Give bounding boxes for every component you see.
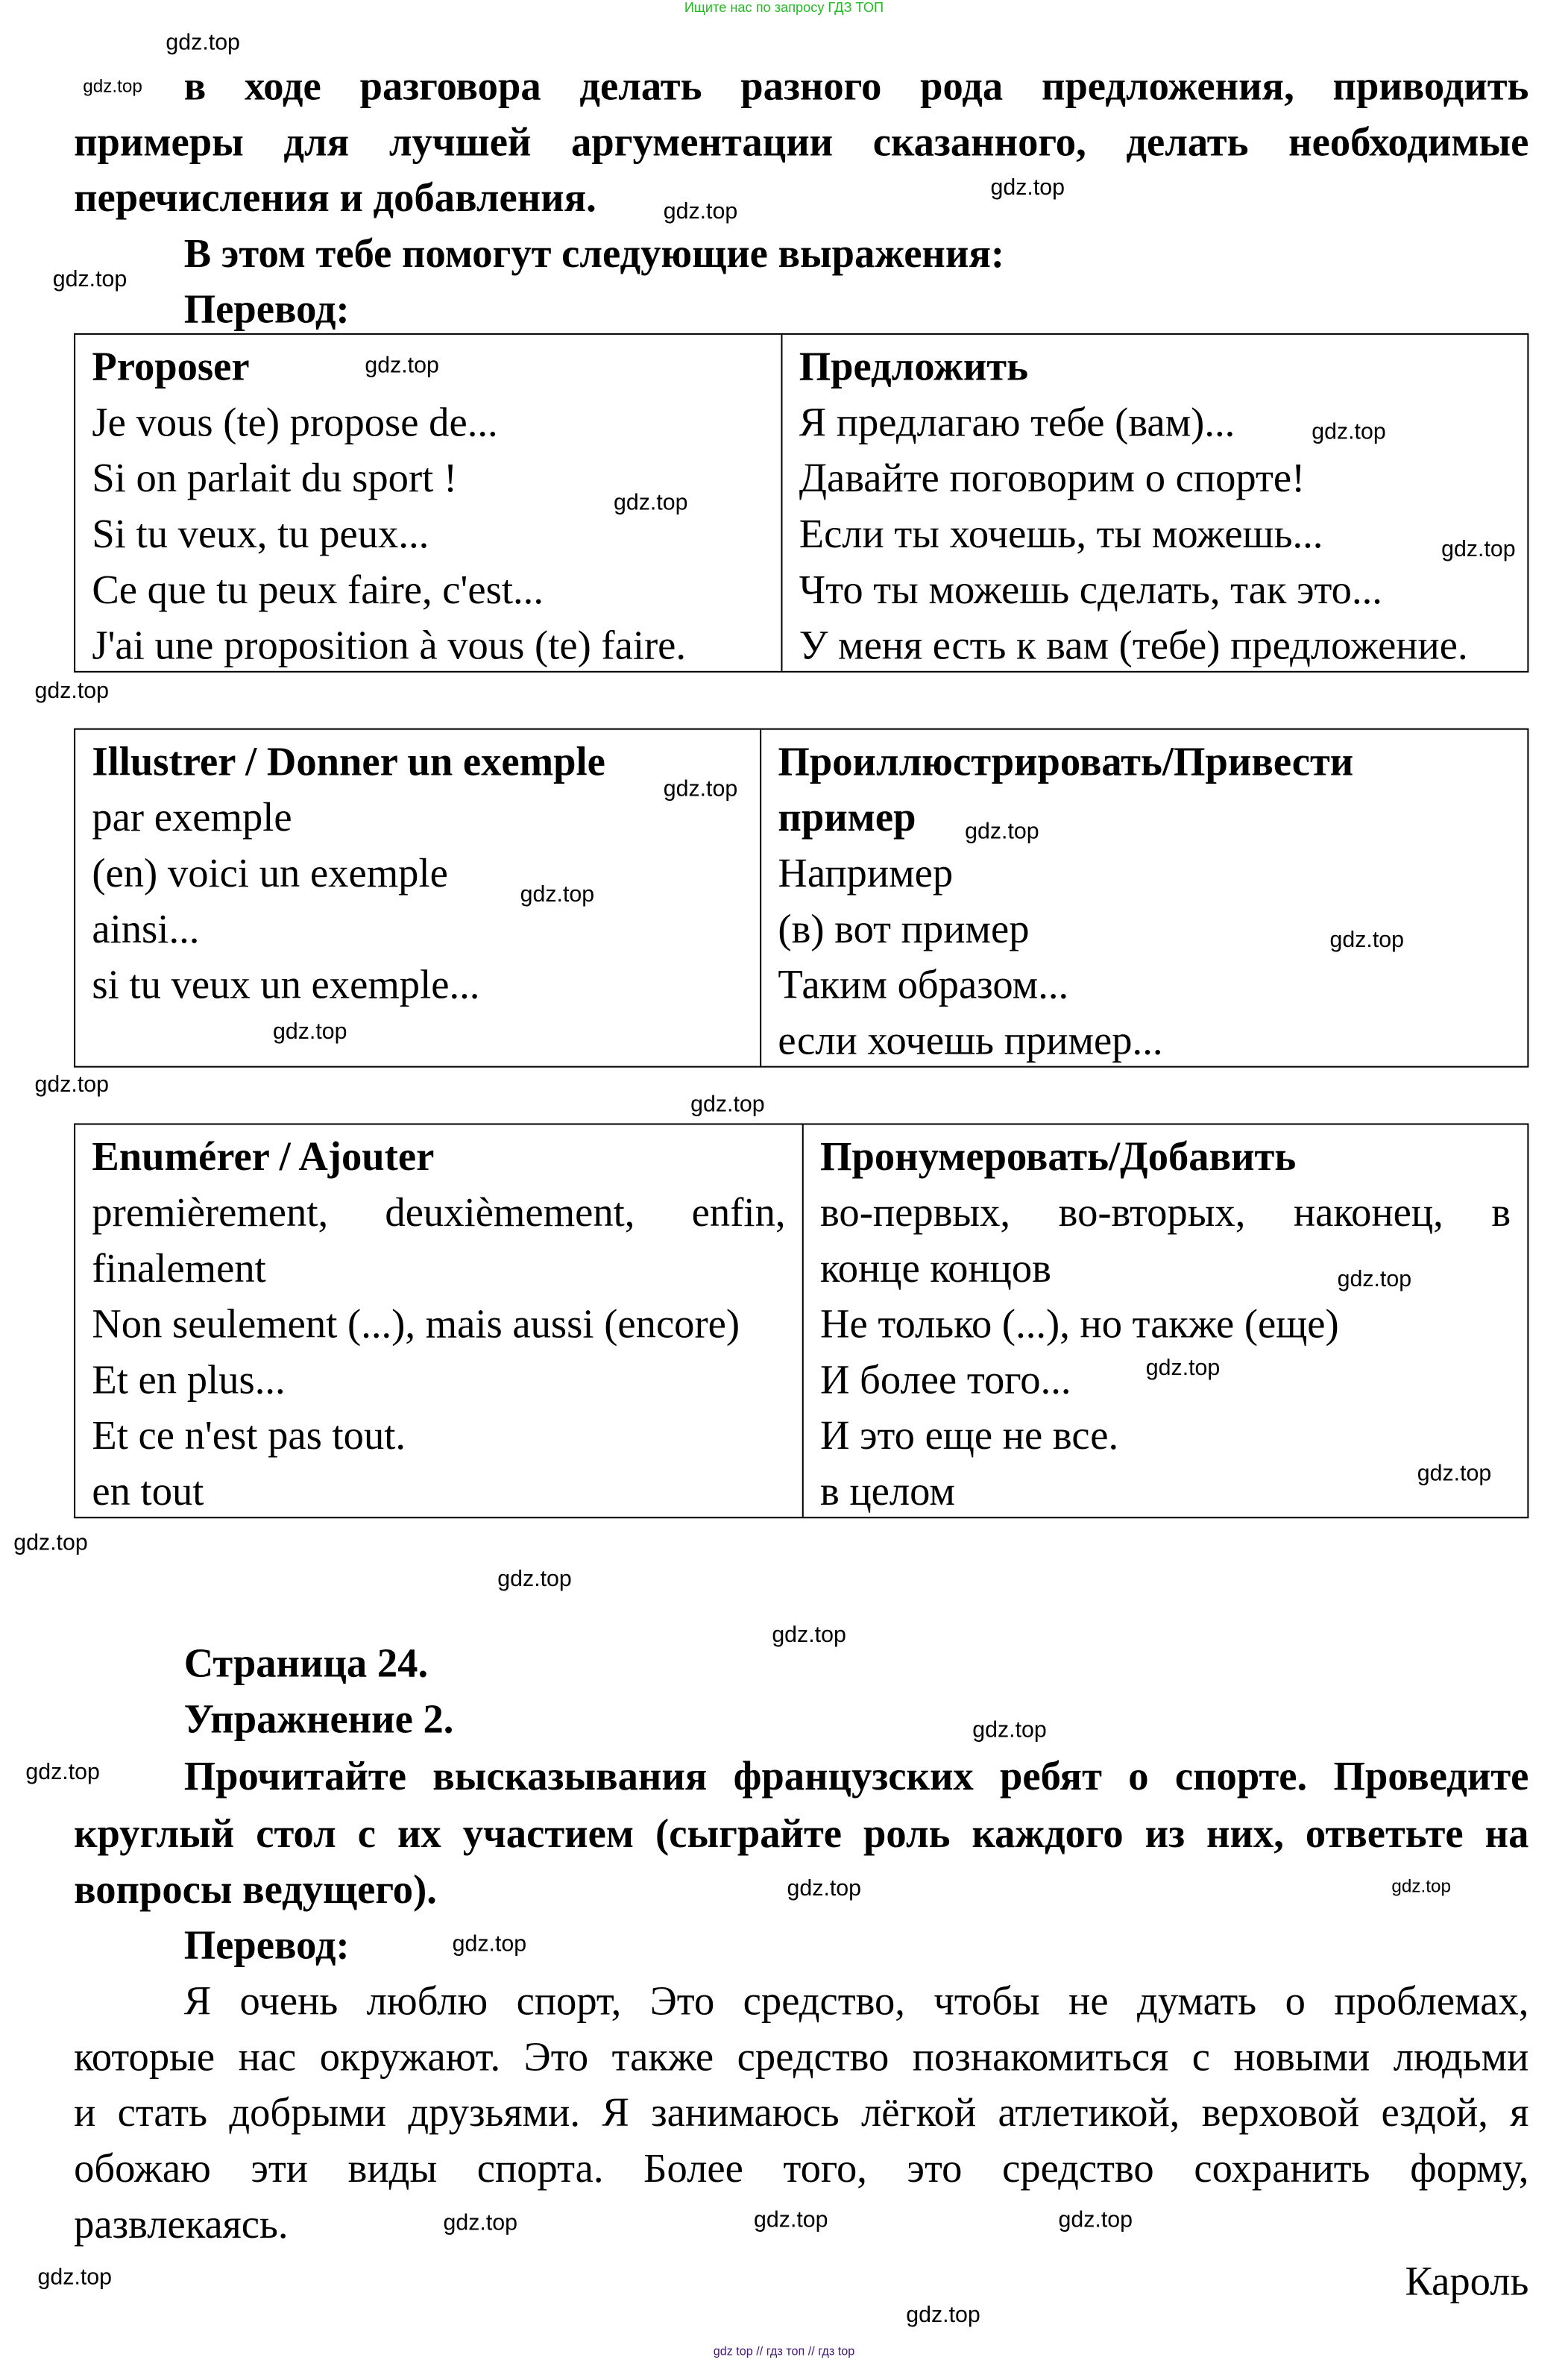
table-enumerate	[74, 1123, 1528, 1518]
watermark: gdz.top	[690, 1092, 765, 1118]
table-right-line: Таким образом...	[778, 962, 1069, 1007]
table-left-line: Proposer	[92, 344, 250, 389]
watermark: gdz.top	[972, 1717, 1047, 1743]
text-line: и стать добрыми друзьями. Я занимаюсь лёгкой атлетикой, верховой ездой, я	[74, 2089, 1529, 2136]
table-right-line: пример	[778, 794, 916, 840]
table-illustrate	[74, 729, 1528, 1068]
table-left-line: en tout	[92, 1468, 204, 1514]
table-left-line: Illustrer / Donner un exemple	[92, 738, 605, 784]
table-right-line: У меня есть к вам (тебе) предложение.	[799, 623, 1468, 668]
table-right-line: конце концов	[820, 1245, 1051, 1291]
page-number: Страница 24.	[183, 1640, 429, 1686]
watermark: gdz.top	[663, 198, 738, 225]
task-line: вопросы ведущего).	[74, 1866, 437, 1913]
watermark: gdz.top	[1441, 536, 1516, 563]
table-right-line: Что ты можешь сделать, так это...	[799, 567, 1382, 612]
table-left-line: (en) voici un exemple	[92, 850, 448, 896]
table-left-line: Ce que tu peux faire, c'est...	[92, 567, 544, 612]
watermark: gdz.top	[452, 1931, 527, 1957]
table-right-line: во-первых, во-вторых, наконец, в	[820, 1189, 1511, 1236]
intro-line: примеры для лучшей аргументации сказанного, делать необходимые	[74, 119, 1529, 165]
watermark: gdz.top	[83, 75, 142, 97]
table-right-line: И это еще не все.	[820, 1412, 1119, 1459]
watermark: gdz.top	[787, 1875, 862, 1901]
watermark: gdz.top	[754, 2207, 828, 2233]
table-right-line: Например	[778, 850, 954, 896]
watermark: gdz.top	[906, 2302, 980, 2329]
watermark: gdz.top	[772, 1622, 846, 1649]
table-left-line: ainsi...	[92, 906, 200, 951]
text-line: которые нас окружают. Это также средство познакомиться с новыми людьми	[74, 2033, 1529, 2080]
table-right-line: Предложить	[799, 344, 1029, 389]
table-left-line: par exemple	[92, 794, 292, 840]
table-right-line: Если ты хочешь, ты можешь...	[799, 511, 1323, 557]
table-propose	[74, 333, 1528, 673]
table-left-line: Enumérer / Ajouter	[92, 1133, 435, 1180]
expressions-heading: В этом тебе помогут следующие выражения:	[183, 230, 1005, 277]
table-left-line: Et en plus...	[92, 1356, 286, 1403]
watermark: gdz.top	[1329, 927, 1405, 953]
intro-line: перечисления и добавления.	[74, 174, 596, 221]
exercise-number: Упражнение 2.	[183, 1696, 454, 1742]
watermark: gdz.top	[1337, 1266, 1412, 1292]
watermark: gdz.top	[1391, 1875, 1452, 1897]
watermark: gdz.top	[520, 881, 595, 908]
watermark: gdz.top	[34, 1072, 110, 1098]
watermark: gdz.top	[1312, 419, 1386, 445]
table-left-cell	[75, 1124, 802, 1517]
table-right-cell	[802, 1124, 1528, 1517]
watermark: gdz.top	[965, 819, 1039, 845]
text-line: обожаю эти виды спорта. Более того, это средство сохранить форму,	[74, 2145, 1529, 2191]
watermark: gdz.top	[663, 776, 738, 802]
table-right-line: Давайте поговорим о спорте!	[799, 455, 1306, 501]
table-right-line: Не только (...), но также (еще)	[820, 1301, 1339, 1347]
translation-heading: Перевод:	[183, 1922, 350, 1968]
watermark: gdz.top	[1145, 1355, 1221, 1382]
translation-heading: Перевод:	[183, 286, 350, 332]
table-left-line: Si tu veux, tu peux...	[92, 511, 429, 557]
table-left-cell	[75, 730, 760, 1066]
table-right-line: Я предлагаю тебе (вам)...	[799, 399, 1235, 445]
task-line: Прочитайте высказывания французских ребят о спорте. Проведите	[183, 1753, 1529, 1799]
task-line: круглый стол с их участием (сыграйте роль каждого из них, ответьте на	[74, 1810, 1529, 1857]
table-left-line: J'ai une proposition à vous (te) faire.	[92, 623, 687, 668]
watermark: gdz.top	[443, 2210, 518, 2236]
watermark: gdz.top	[13, 1530, 88, 1556]
text-line: Я очень люблю спорт, Это средство, чтобы не думать о проблемах,	[183, 1977, 1529, 2024]
watermark: gdz.top	[613, 490, 688, 516]
author-name: Кароль	[1405, 2259, 1529, 2304]
watermark: gdz.top	[273, 1019, 347, 1045]
watermark: gdz.top	[25, 1759, 100, 1786]
watermark: gdz.top	[990, 174, 1065, 201]
table-left-line: finalement	[92, 1245, 266, 1291]
table-right-cell	[760, 730, 1527, 1066]
table-left-line: Et ce n'est pas tout.	[92, 1412, 406, 1459]
watermark: gdz.top	[365, 353, 439, 379]
table-left-line: Si on parlait du sport !	[92, 455, 458, 501]
table-left-line: Je vous (te) propose de...	[92, 399, 498, 445]
table-right-line: (в) вот пример	[778, 906, 1030, 951]
header-banner[interactable]: Ищите нас по запросу ГДЗ ТОП	[684, 0, 884, 16]
table-left-line: si tu veux un exemple...	[92, 962, 480, 1007]
table-left-line: premièrement, deuxièmement, enfin,	[92, 1189, 786, 1236]
text-line: развлекаясь.	[74, 2201, 289, 2247]
table-left-line: Non seulement (...), mais aussi (encore)	[92, 1301, 740, 1347]
watermark: gdz.top	[34, 678, 110, 705]
footer-banner[interactable]: gdz top // гдз топ // гдз top	[713, 2344, 855, 2359]
table-right-line: в целом	[820, 1468, 955, 1514]
watermark: gdz.top	[497, 1566, 572, 1593]
table-right-line: И более того...	[820, 1356, 1071, 1403]
table-right-line: Проиллюстрировать/Привести	[778, 738, 1354, 784]
watermark: gdz.top	[166, 30, 240, 56]
watermark: gdz.top	[1417, 1461, 1492, 1487]
watermark: gdz.top	[1058, 2207, 1133, 2233]
table-right-line: если хочешь пример...	[778, 1017, 1163, 1063]
watermark: gdz.top	[52, 266, 127, 293]
intro-line: в ходе разговора делать разного рода предложения, приводить	[183, 63, 1529, 109]
watermark: gdz.top	[37, 2265, 113, 2291]
table-right-line: Пронумеровать/Добавить	[820, 1133, 1297, 1180]
table-right-cell	[781, 335, 1527, 671]
